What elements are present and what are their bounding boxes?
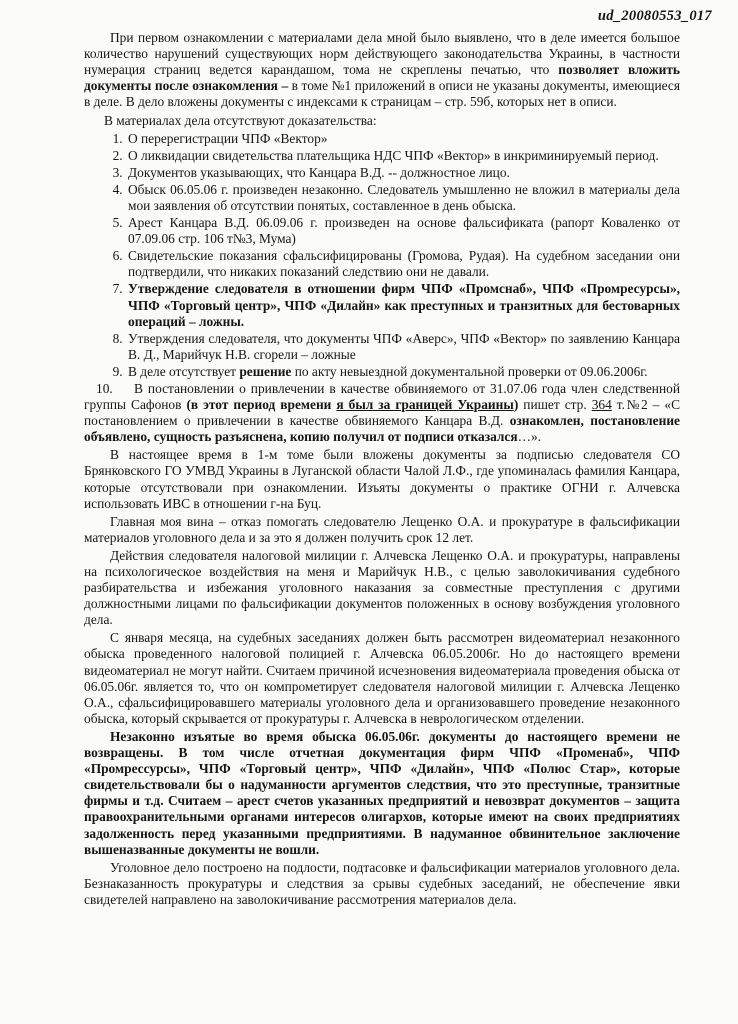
paragraph-vina: Главная моя вина – отказ помогать следователю Лещенко О.А. и прокуратуре в фальсификации материалов уголовного дела и за это я должен получить срок 12 лет. (84, 513, 680, 545)
item-7-bold: Утверждение следователя в отношении фирм ЧПФ «Промснаб», ЧПФ «Промресурсы», ЧПФ «Торговый центр», ЧПФ «Дилайн» как преступных и транзитных для бестоварных операций – ложны. (128, 281, 680, 329)
item-10-bold-underlined: я был за границей Украины (336, 397, 514, 413)
paragraph-video: С января месяца, на судебных заседаниях должен быть рассмотрен видеоматериал незаконного обыска проведенного налоговой полицией г. Алчевска 06.05.2006г. Но до настоящего времени видеоматериал не могут найти. Считаем причиной исчезновения видеоматериала проведения обыска от 06.05.06г. является то, что он компрометирует следователя налоговой милиции г. Алчевска Лещенко О.А., сфальсифицировавшего материалы уголовного дела и организовавшего проведение незаконного обыска, который скрывается от прокуратуры г. Алчевска в неврологическом отделении. (84, 630, 680, 726)
missing-evidence-list (84, 131, 680, 380)
list-item: 1. О перерегистрации ЧПФ «Вектор» (126, 131, 680, 147)
intro-text-1: При первом ознакомлении с материалами дела мной было выявлено, что в деле имеется большое количество нарушений существующих норм действующего законодательства Украины, в частности нумерация страниц ведется карандашом, тома не скреплены печатью, что (84, 30, 680, 78)
item-10-bold-2: ) (513, 397, 519, 413)
item-10-paragraph (84, 381, 680, 445)
item-9-text-1: В деле отсутствует (128, 363, 240, 379)
list-item: 4. Обыск 06.05.06 г. произведен незаконно. Следователь умышленно не вложил в материалы дела мои заявления об отсутствии понятых, составленное в день обыска. (126, 182, 680, 214)
item-10-text-3: т.№2 – «С постановлением о привлечении в качестве обвиняемого Канцара В.Д. (84, 397, 681, 429)
paragraph-so: В настоящее время в 1-м томе были вложены документы за подписью следователя СО Брянковского ГО УМВД Украины в Луганской области Чалой Л.Ф., где упоминалась фамилия Канцара, которые отсутствовали при ознакомлении. Изъяты документы о практике ОГНИ г. Алчевска использовать ИВС в отношении г-на Буц. (84, 447, 680, 511)
list-item: 6. Свидетельские показания сфальсифицированы (Громова, Рудая). На судебном заседании они подтвердили, что никаких показаний следствию они не давали. (126, 248, 680, 280)
missing-evidence-heading: В материалах дела отсутствуют доказательства: (104, 113, 377, 129)
seized-documents-bold: Незаконно изъятые во время обыска 06.05.06г. документы до настоящего времени не возвращены. В том числе отчетная документация фирм ЧПФ «Променаб», ЧПФ «Промрессурсы», ЧПФ «Торговый центр», ЧПФ «Дилайн», ЧПФ «Полюс Стар», которые свидетельствовали бы о надуманности аргументов следствия, что это преступные, транзитные фирмы и т.д. Считаем – арест счетов указанных предприятий и невозврат документов – защита правоохранительными органами интересов олигархов, которые имеют на своих предприятиях задолженность перед указанными предприятиями. В надуманное обвинительное заключение вышеназванные документы не вошли. (84, 728, 680, 857)
list-item: 3. Документов указывающих, что Канцара В.Д. -- должностное лицо. (126, 165, 680, 181)
item-9-bold: решение (239, 363, 292, 379)
item-10-text-2: пишет стр. (518, 397, 592, 413)
list-item (126, 281, 680, 329)
list-item: 8. Утверждения следователя, что документы ЧПФ «Аверс», ЧПФ «Вектор» по заявлению Канцара В. Д., Марийчук Н.В. сгорели – ложные (126, 331, 680, 363)
item-10-bold-3: ознакомлен, постановление объявлено, сущность разъяснена, копию получил от подписи отказался (84, 413, 680, 445)
item-10-text-1: В постановлении о привлечении в качестве обвиняемого от 31.07.06 года член следственной группы Сафонов (84, 380, 680, 413)
intro-text-2: в томе №1 приложений в описи не указаны документы, имеющиеся в деле. В дело вложены документы с индексами к страницам – стр. 59б, которых нет в описи. (84, 78, 680, 110)
list-item (126, 364, 680, 380)
document-body (84, 30, 680, 910)
item-10-page-ref: 364 (591, 397, 612, 413)
item-9-text-2: по акту невыездной документальной проверки от 09.06.2006г. (291, 363, 648, 379)
document-id: ud_20080553_017 (597, 8, 712, 24)
list-item: 5. Арест Канцара В.Д. 06.09.06 г. произведен на основе фальсификата (рапорт Коваленко от 07.09.06 стр. 106 т№3, Мума) (126, 215, 680, 247)
list-item: 2. О ликвидации свидетельства плательщика НДС ЧПФ «Вектор» в инкриминируемый период. (126, 148, 680, 164)
intro-bold: позволяет вложить документы после ознакомления – (84, 62, 680, 94)
item-10-number: 10. (96, 380, 113, 396)
item-10-bold-1: (в этот период времени (186, 397, 337, 413)
paragraph-seized-documents (84, 729, 680, 858)
item-10-text-4: …». (517, 429, 542, 445)
paragraph-actions: Действия следователя налоговой милиции г. Алчевска Лещенко О.А. и прокуратуры, направлены на психологическое воздействия на меня и Марийчук Н.В., с целью заволокичивания судебного разбирательства и избежания уголовного наказания за совместные преступления с другими должностными лицами по фальсификации документов положенных в основу возбуждения уголовного дела. (84, 547, 680, 628)
paragraph-final: Уголовное дело построено на подлости, подтасовке и фальсификации материалов уголовного дела. Безнаказанность прокуратуры и следствия за срывы судебных заседаний, не обеспечение явки свидетелей направлено на заволокичивание рассмотрения материалов дела. (84, 859, 680, 907)
intro-paragraph (84, 30, 680, 110)
